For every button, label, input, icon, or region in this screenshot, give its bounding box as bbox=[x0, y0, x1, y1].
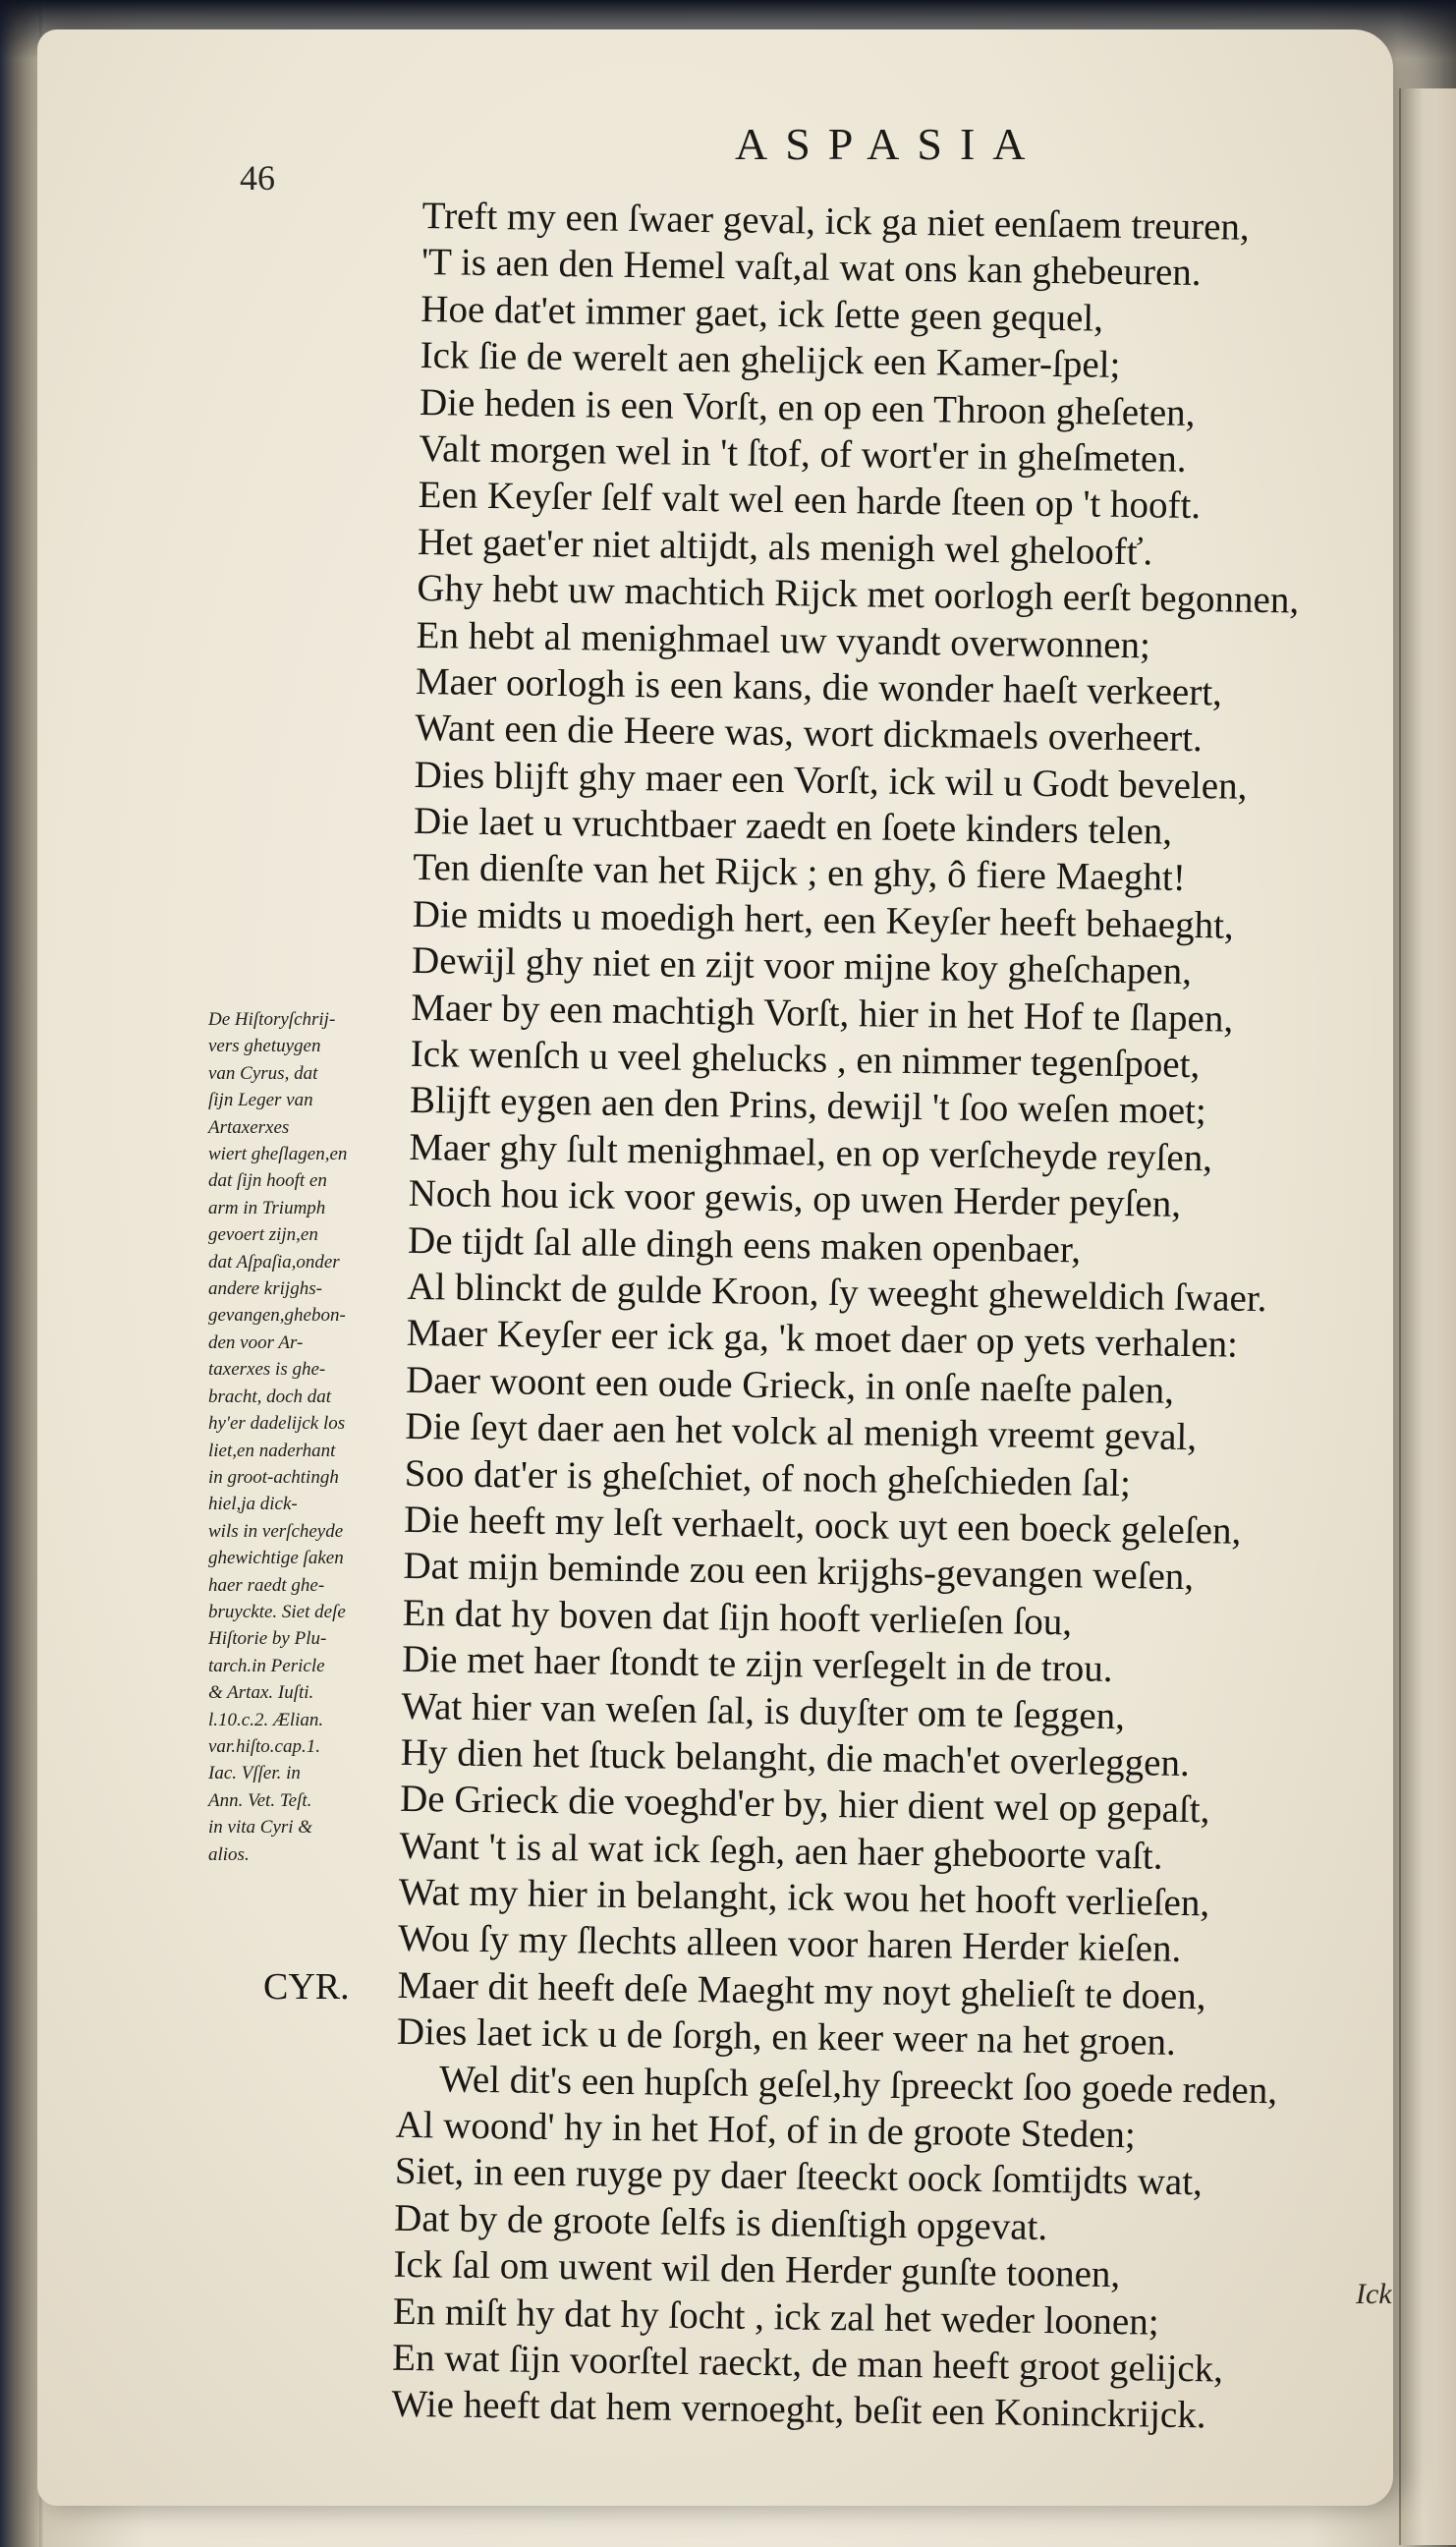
marginal-note-line: den voor Ar- bbox=[208, 1331, 304, 1353]
poem-line: Siet, in een ruyge py daer ſteeckt oock ſomtijdts wat, bbox=[394, 2150, 1204, 2204]
marginal-note-line: bruyckte. Siet deſe bbox=[208, 1601, 346, 1622]
poem-line: Al woond' hy in het Hof, of in de groote Steden; bbox=[395, 2103, 1137, 2157]
poem-line: Ick wenſch u veel ghelucks , en nimmer tegenſpoet, bbox=[410, 1032, 1201, 1087]
marginal-note bbox=[208, 1006, 385, 1868]
poem-line: Dat by de groote ſelfs is dienſtigh opgevat. bbox=[393, 2196, 1048, 2248]
poem-text bbox=[391, 193, 1366, 2441]
marginal-note-line: arm in Triumph bbox=[208, 1197, 326, 1218]
marginal-note-line: gevoert zijn,en bbox=[208, 1224, 318, 1246]
poem-line: Dies laet ick u de ſorgh, en keer weer na het groen. bbox=[396, 2010, 1177, 2065]
marginal-note-line: bracht, doch dat bbox=[208, 1386, 332, 1407]
poem-line: Ghy hebt uw machtich Rijck met oorlogh eerſt begonnen, bbox=[417, 567, 1300, 622]
poem-line: De Grieck die voeghd'er by, hier dient wel op gepaſt, bbox=[399, 1778, 1210, 1832]
marginal-note-line: ſijn Leger van bbox=[208, 1090, 313, 1111]
poem-line: Die heden is een Vorſt, en op een Throon gheſeten, bbox=[419, 380, 1196, 434]
marginal-note-line: vers ghetuygen bbox=[208, 1036, 321, 1057]
poem-line: Hoe dat'et immer gaet, ick ſette geen gequel, bbox=[420, 287, 1104, 340]
marginal-note-line: Ann. Vet. Teſt. bbox=[208, 1789, 312, 1811]
marginal-note-line: dat Aſpaſia,onder bbox=[208, 1251, 340, 1273]
marginal-note-line: wiert gheſlagen,en bbox=[208, 1144, 348, 1165]
poem-line: Dewijl ghy niet en zijt voor mijne koy gheſchapen, bbox=[411, 939, 1193, 993]
marginal-note-line: & Artax. Iuſti. bbox=[208, 1682, 314, 1704]
marginal-note-line: tarch.in Pericle bbox=[208, 1655, 325, 1676]
marginal-note-line: hiel,ja dick- bbox=[208, 1494, 298, 1515]
poem-line: Wou ſy my ſlechts alleen voor haren Herder kieſen. bbox=[397, 1917, 1182, 1971]
poem-line: Ten dienſte van het Rijck ; en ghy, ô fiere Maeght! bbox=[413, 846, 1187, 900]
poem-line: Maer dit heeft deſe Maeght my noyt ghelieſt te doen, bbox=[397, 1963, 1206, 2018]
poem-line: Een Keyſer ſelf valt wel een harde ſteen op 't hooft. bbox=[418, 474, 1202, 528]
marginal-note-line: De Hiſtoryſchrij- bbox=[208, 1009, 336, 1030]
marginal-note-line: in vita Cyri & bbox=[208, 1817, 313, 1839]
marginal-note-line: van Cyrus, dat bbox=[208, 1062, 318, 1084]
marginal-note-line: Iac. Vſſer. in bbox=[208, 1763, 301, 1784]
poem-line: Al blinckt de gulde Kroon, ſy weeght gheweldich ſwaer. bbox=[407, 1265, 1267, 1321]
poem-line: De tijdt ſal alle dingh eens maken openbaer, bbox=[407, 1218, 1082, 1272]
marginal-note-line: Artaxerxes bbox=[208, 1116, 290, 1138]
poem-line: Die ſeyt daer aen het volck al menigh vreemt geval, bbox=[405, 1405, 1198, 1459]
poem-line: Wat hier van weſen ſal, is duyſter om te ſeggen, bbox=[401, 1684, 1126, 1737]
poem-line: Die laet u vruchtbaer zaedt en ſoete kinders telen, bbox=[413, 800, 1173, 853]
poem-line: Het gaet'er niet altijdt, als menigh wel gheloofť. bbox=[417, 520, 1153, 574]
speaker-label: CYR. bbox=[263, 1966, 350, 2008]
running-title: ASPASIA bbox=[735, 119, 1043, 169]
poem-line: Ick ſal om uwent wil den Herder gunſte toonen, bbox=[393, 2242, 1121, 2296]
poem-line: Dat mijn beminde zou een krijghs-gevangen weſen, bbox=[403, 1545, 1195, 1599]
marginal-note-line: var.hiſto.cap.1. bbox=[208, 1735, 320, 1757]
poem-line: Want een die Heere was, wort dickmaels overheert. bbox=[415, 707, 1204, 761]
poem-line: Hy dien het ſtuck belanght, die mach'et overleggen. bbox=[400, 1730, 1191, 1784]
poem-line: Wel dit's een hupſch geſel,hy ſpreeckt ſoo goede reden, bbox=[438, 2058, 1278, 2112]
poem-line: Die midts u moedigh hert, een Keyſer heeft behaeght, bbox=[412, 892, 1235, 947]
poem-line: Valt morgen wel in 't ſtof, of wort'er in gheſmeten. bbox=[419, 426, 1187, 481]
poem-line: Treft my een ſwaer geval, ick ga niet eenſaem treuren, bbox=[421, 194, 1251, 249]
marginal-note-line: alios. bbox=[208, 1843, 250, 1865]
marginal-note-line: andere krijghs- bbox=[208, 1278, 322, 1300]
marginal-note-line: liet,en naderhant bbox=[208, 1440, 336, 1461]
marginal-note-line: gevangen,ghebon- bbox=[208, 1305, 346, 1327]
marginal-note-line: hy'er dadelijck los bbox=[208, 1413, 346, 1435]
next-page-edge bbox=[1399, 88, 1456, 2545]
poem-line: Want 't is al wat ick ſegh, aen haer gheboorte vaſt. bbox=[399, 1824, 1163, 1878]
poem-line: En miſt hy dat hy ſocht , ick zal het weder loonen; bbox=[392, 2290, 1159, 2344]
marginal-note-line: taxerxes is ghe- bbox=[208, 1359, 326, 1381]
poem-line: Soo dat'er is gheſchiet, of noch gheſchieden ſal; bbox=[404, 1451, 1132, 1504]
poem-line: Maer ghy ſult menighmael, en op verſcheyde reyſen, bbox=[409, 1125, 1213, 1180]
poem-line: Wie heeft dat hem vernoeght, beſit een Koninckrijck. bbox=[391, 2383, 1206, 2437]
marginal-note-line: in groot-achtingh bbox=[208, 1466, 339, 1488]
poem-line: En wat ſijn voorſtel raeckt, de man heeft groot gelijck, bbox=[391, 2336, 1224, 2391]
poem-line: Ick ſie de werelt aen ghelijck een Kamer-ſpel; bbox=[420, 334, 1121, 387]
poem-line: Die met haer ſtondt te zijn verſegelt in de trou. bbox=[401, 1637, 1113, 1691]
poem-line: Blijft eygen aen den Prins, dewijl 't ſoo weſen moet; bbox=[409, 1079, 1207, 1133]
poem-line: Maer Keyſer eer ick ga, 'k moet daer op yets verhalen: bbox=[406, 1312, 1239, 1367]
poem-line: Die heeft my leſt verhaelt, oock uyt een boeck geleſen, bbox=[403, 1498, 1242, 1553]
catchword: Ick bbox=[1356, 2278, 1392, 2310]
marginal-note-line: dat ſijn hooft en bbox=[208, 1170, 327, 1192]
marginal-note-line: haer raedt ghe- bbox=[208, 1574, 325, 1596]
poem-line: Maer oorlogh is een kans, die wonder haeſt verkeert, bbox=[415, 659, 1223, 714]
marginal-note-line: Hiſtorie by Plu- bbox=[208, 1628, 327, 1650]
book-spine-edge bbox=[0, 0, 39, 2547]
poem-line: En dat hy boven dat ſijn hooft verlieſen ſou, bbox=[402, 1591, 1073, 1644]
poem-line: 'T is aen den Hemel vaſt,al wat ons kan ghebeuren. bbox=[420, 241, 1202, 295]
poem-line: Dies blijft ghy maer een Vorſt, ick wil u Godt bevelen, bbox=[414, 753, 1248, 808]
poem-line: Noch hou ick voor gewis, op uwen Herder peyſen, bbox=[408, 1172, 1182, 1226]
poem-line: Wat my hier in belanght, ick wou het hooft verlieſen, bbox=[398, 1870, 1210, 1925]
poem-line: En hebt al menighmael uw vyandt overwonnen; bbox=[416, 613, 1151, 666]
poem-line: Daer woont een oude Grieck, in onſe naeſte palen, bbox=[405, 1358, 1175, 1412]
page-number: 46 bbox=[240, 158, 275, 198]
marginal-note-line: ghewichtige ſaken bbox=[208, 1548, 344, 1569]
marginal-note-line: wils in verſcheyde bbox=[208, 1520, 344, 1542]
poem-line: Maer by een machtigh Vorſt, hier in het Hof te ſlapen, bbox=[411, 986, 1234, 1041]
marginal-note-line: l.10.c.2. Ælian. bbox=[208, 1709, 324, 1730]
